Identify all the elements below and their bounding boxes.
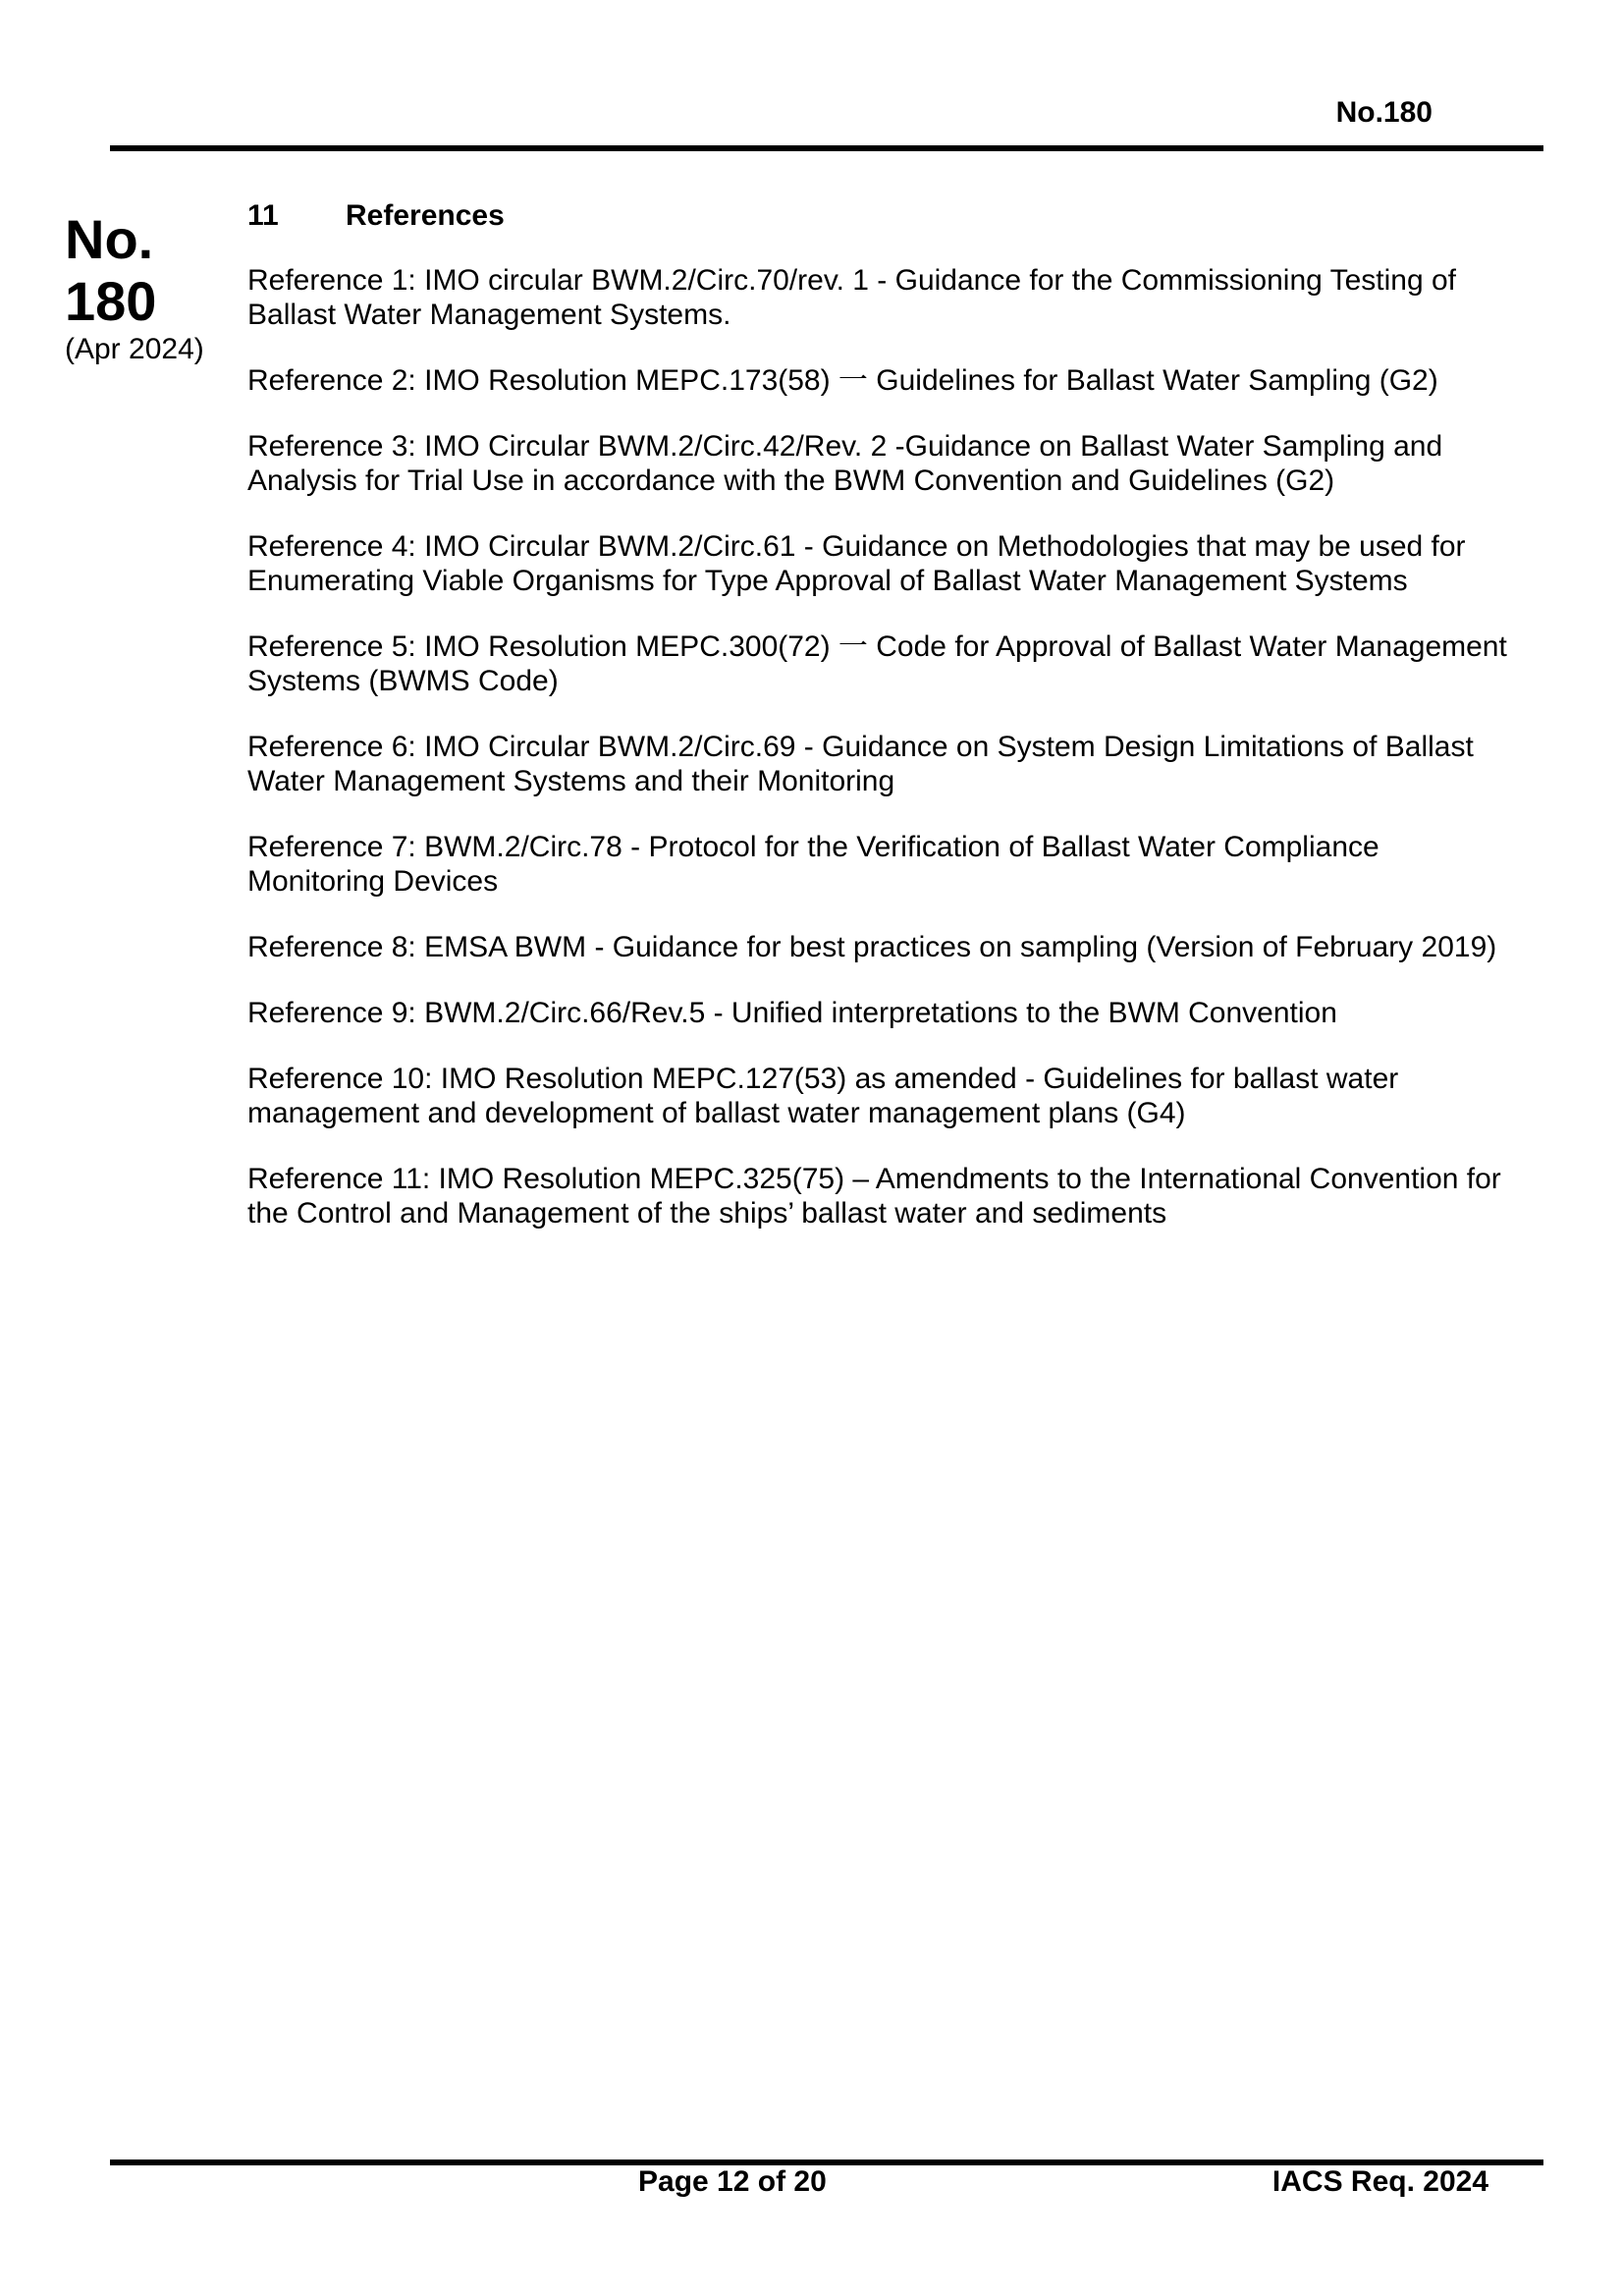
reference-item: Reference 11: IMO Resolution MEPC.325(75) – Amendments to the International Convention for the Control and Management of the ships’ ballast water and sediments — [247, 1163, 1501, 1230]
reference-item: Reference 3: IMO Circular BWM.2/Circ.42/Rev. 2 -Guidance on Ballast Water Sampling and Analysis for Trial Use in accordance with the BWM Convention and Guidelines (G2) — [247, 430, 1443, 497]
side-tag-date: (Apr 2024) — [65, 333, 204, 365]
reference-item: Reference 9: BWM.2/Circ.66/Rev.5 - Unified interpretations to the BWM Convention — [247, 997, 1337, 1029]
reference-item: Reference 4: IMO Circular BWM.2/Circ.61 - Guidance on Methodologies that may be used for Enumerating Viable Organisms for Type Approval of Ballast Water Management Systems — [247, 530, 1466, 597]
side-tag — [65, 208, 212, 367]
reference-item: Reference 1: IMO circular BWM.2/Circ.70/rev. 1 - Guidance for the Commissioning Testing of Ballast Water Management Systems. — [247, 264, 1457, 331]
section-number: 11 — [247, 199, 279, 232]
section-title: References — [346, 199, 505, 232]
side-tag-number: 180 — [65, 270, 157, 332]
section-heading — [247, 196, 1514, 236]
footer-page-number: Page 12 of 20 — [638, 2165, 827, 2198]
reference-item: Reference 5: IMO Resolution MEPC.300(72) 一 Code for Approval of Ballast Water Management Systems (BWMS Code) — [247, 630, 1507, 697]
reference-item: Reference 10: IMO Resolution MEPC.127(53) as amended - Guidelines for ballast water management and development of ballast water management plans (G4) — [247, 1063, 1399, 1129]
side-tag-no-label: No. — [65, 208, 154, 270]
reference-item: Reference 2: IMO Resolution MEPC.173(58) 一 Guidelines for Ballast Water Sampling (G2) — [247, 364, 1438, 397]
main-content — [247, 196, 1514, 1262]
reference-item: Reference 7: BWM.2/Circ.78 - Protocol for the Verification of Ballast Water Compliance Monitoring Devices — [247, 831, 1379, 898]
reference-list — [247, 263, 1514, 1230]
reference-item: Reference 6: IMO Circular BWM.2/Circ.69 - Guidance on System Design Limitations of Ballast Water Management Systems and their Monitoring — [247, 731, 1474, 797]
header-rule — [110, 145, 1543, 151]
footer-doc-ref: IACS Req. 2024 — [1271, 2165, 1488, 2198]
header-doc-number: No.180 — [1335, 96, 1433, 129]
reference-item: Reference 8: EMSA BWM - Guidance for best practices on sampling (Version of February 2019) — [247, 931, 1497, 963]
